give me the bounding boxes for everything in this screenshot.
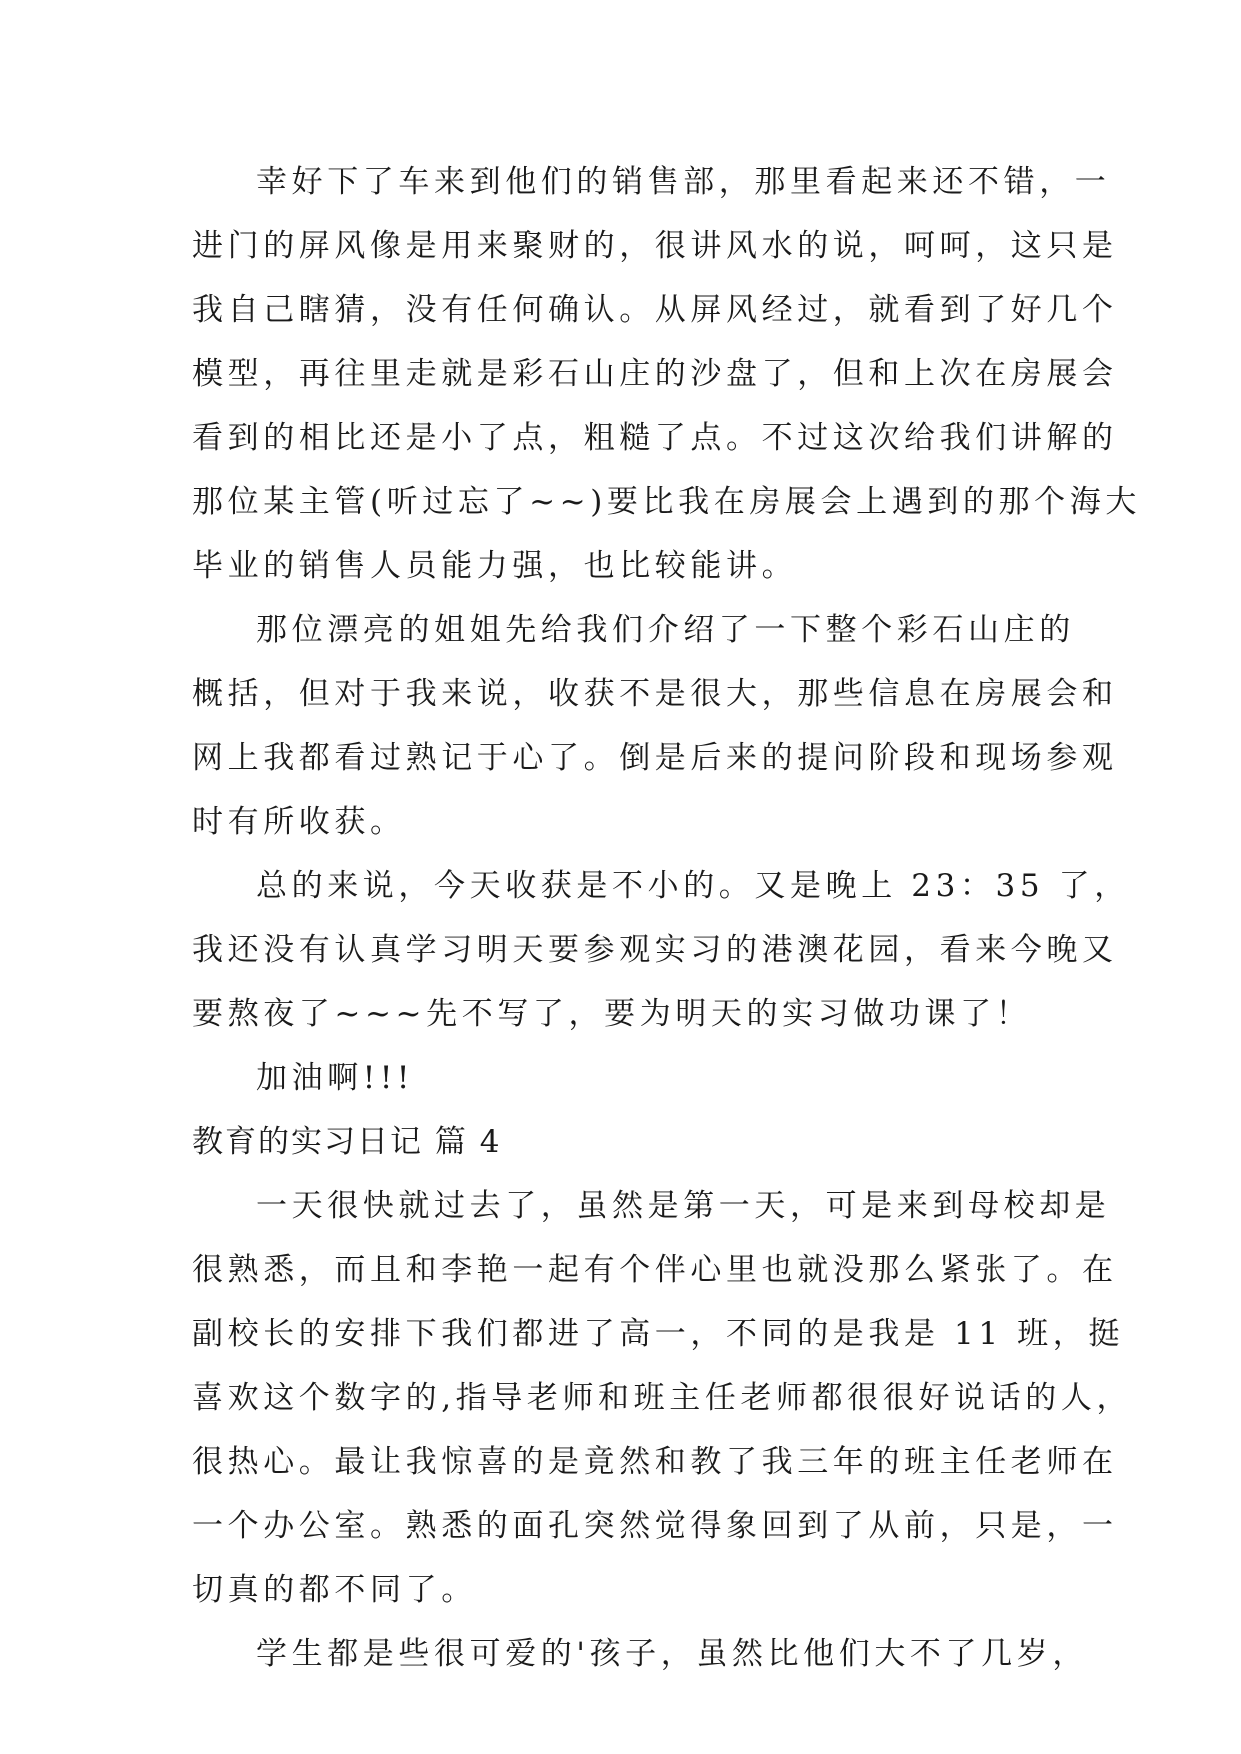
paragraph-line: 副校长的安排下我们都进了高一，不同的是我是 11 班，挺: [192, 1316, 1124, 1352]
paragraph-line: 幸好下了车来到他们的销售部，那里看起来还不错，一: [256, 164, 1111, 200]
paragraph-line: 我还没有认真学习明天要参观实习的港澳花园，看来今晚又: [192, 932, 1118, 968]
paragraph-line: 很熟悉，而且和李艳一起有个伴心里也就没那么紧张了。在: [192, 1252, 1118, 1288]
paragraph-line: 加油啊!!!: [256, 1060, 414, 1096]
document-body: [192, 150, 1141, 1686]
paragraph: [192, 854, 1130, 1046]
paragraph-line: 很热心。最让我惊喜的是竟然和教了我三年的班主任老师在: [192, 1444, 1118, 1480]
paragraph-line: 毕业的销售人员能力强，也比较能讲。: [192, 548, 798, 584]
paragraph: [192, 598, 1118, 854]
paragraph-line: 要熬夜了~~~先不写了，要为明天的实习做功课了！: [192, 996, 1032, 1032]
paragraph-line: 那位某主管(听过忘了~~)要比我在房展会上遇到的那个海大: [192, 484, 1141, 520]
paragraph-line: 总的来说，今天收获是不小的。又是晚上 23：35 了，: [256, 868, 1130, 904]
paragraph-line: 概括，但对于我来说，收获不是很大，那些信息在房展会和: [192, 676, 1118, 712]
paragraph-line: 一个办公室。熟悉的面孔突然觉得象回到了从前，只是，一: [192, 1508, 1118, 1544]
paragraph-line: 模型，再往里走就是彩石山庄的沙盘了，但和上次在房展会: [192, 356, 1118, 392]
paragraph-line: 网上我都看过熟记于心了。倒是后来的提问阶段和现场参观: [192, 740, 1118, 776]
paragraph: [192, 1622, 1088, 1686]
paragraph-line: 我自己瞎猜，没有任何确认。从屏风经过，就看到了好几个: [192, 292, 1118, 328]
paragraph-line: 时有所收获。: [192, 804, 406, 840]
paragraph-line: 那位漂亮的姐姐先给我们介绍了一下整个彩石山庄的: [256, 612, 1075, 648]
paragraph-line: 一天很快就过去了，虽然是第一天，可是来到母校却是: [256, 1188, 1111, 1224]
paragraph-line: 进门的屏风像是用来聚财的，很讲风水的说，呵呵，这只是: [192, 228, 1118, 264]
paragraph-line: 喜欢这个数字的,指导老师和班主任老师都很很好说话的人，: [192, 1380, 1133, 1416]
paragraph: [192, 1046, 1052, 1110]
paragraph: [192, 150, 1141, 598]
paragraph: [192, 1174, 1133, 1622]
section-title: 教育的实习日记 篇 4: [192, 1124, 502, 1160]
paragraph-line: 学生都是些很可爱的'孩子，虽然比他们大不了几岁，: [256, 1636, 1088, 1672]
paragraph-line: 切真的都不同了。: [192, 1572, 477, 1608]
paragraph-line: 看到的相比还是小了点，粗糙了点。不过这次给我们讲解的: [192, 420, 1118, 456]
